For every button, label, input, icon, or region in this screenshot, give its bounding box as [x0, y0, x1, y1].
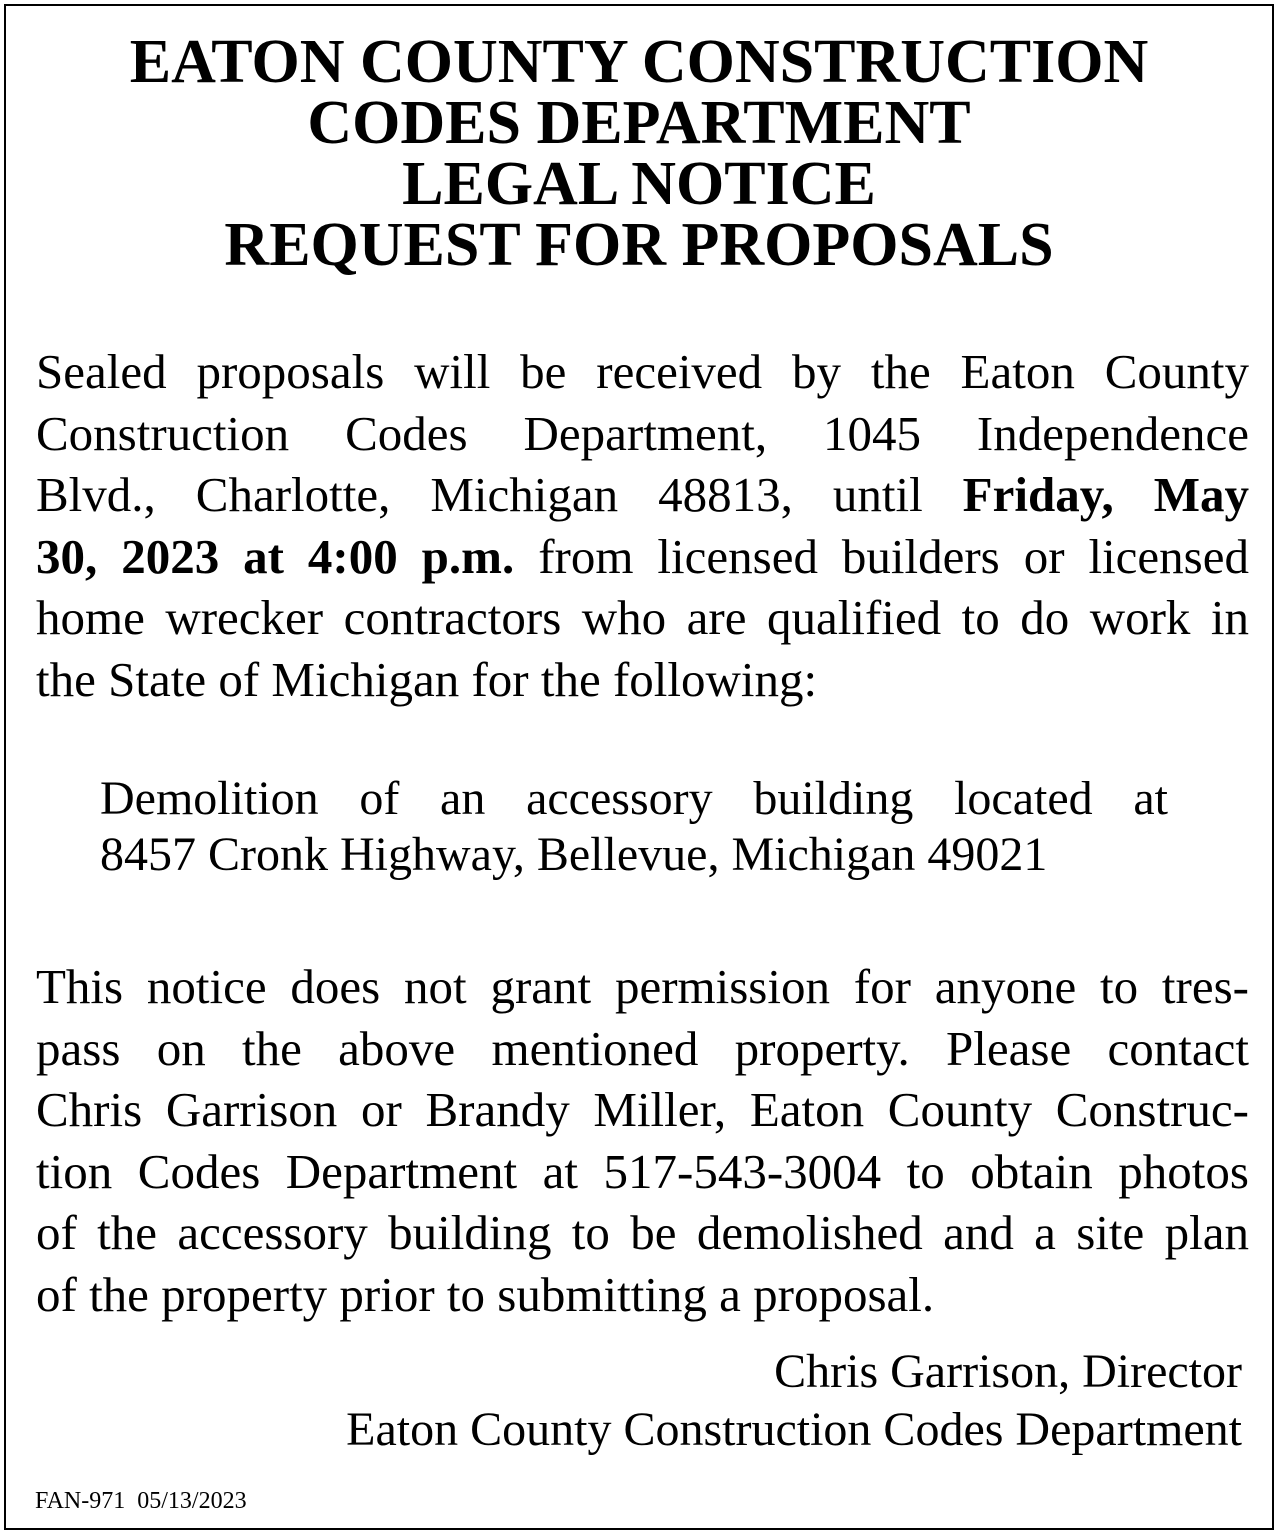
disclaimer-line-2: pass on the above mentioned property. Please contact	[36, 1020, 1249, 1076]
intro-line-3-text: Blvd., Charlotte, Michigan 48813, until	[36, 467, 923, 522]
heading-line-2: CODES DEPARTMENT	[307, 89, 971, 157]
deadline-day: Friday, May	[962, 467, 1249, 522]
work-item-line-2: 8457 Cronk Highway, Bellevue, Michigan 49021	[100, 828, 1048, 881]
intro-line-4-text: from licensed builders or licensed	[538, 528, 1250, 584]
heading-line-1: EATON COUNTY CONSTRUCTION	[129, 28, 1149, 96]
intro-line-3	[36, 464, 1249, 526]
notice-heading	[6, 28, 1272, 279]
intro-line-1: Sealed proposals will be received by the Eaton County	[36, 344, 1249, 399]
legal-notice	[4, 4, 1274, 1530]
heading-line-3: LEGAL NOTICE	[402, 150, 876, 218]
work-item-line-1: Demolition of an accessory building located at	[100, 772, 1168, 825]
disclaimer-line-4: tion Codes Department at 517-543-3004 to obtain photos	[36, 1143, 1249, 1199]
signer-name-title: Chris Garrison, Director	[774, 1345, 1242, 1398]
intro-paragraph	[36, 341, 1249, 710]
disclaimer-line-1: This notice does not grant permission for anyone to tres-	[36, 959, 1249, 1014]
disclaimer-paragraph	[36, 956, 1249, 1325]
publication-date: 05/13/2023	[137, 1488, 247, 1514]
ad-id: FAN-971	[35, 1488, 126, 1514]
intro-line-2: Construction Codes Department, 1045 Independence	[36, 405, 1249, 461]
footer-ad-code	[35, 1486, 247, 1516]
intro-line-6: the State of Michigan for the following:	[36, 651, 818, 707]
disclaimer-line-3: Chris Garrison or Brandy Miller, Eaton County Construc-	[36, 1082, 1249, 1137]
signature-block	[346, 1343, 1242, 1459]
disclaimer-line-5: of the accessory building to be demolished and a site plan	[36, 1205, 1249, 1260]
disclaimer-line-6: of the property prior to submitting a proposal.	[36, 1266, 935, 1322]
intro-line-4	[36, 526, 1249, 588]
deadline-date-time: 30, 2023 at 4:00 p.m.	[36, 528, 515, 584]
work-item	[100, 771, 1168, 883]
intro-line-5: home wrecker contractors who are qualified to do work in	[36, 590, 1249, 645]
signer-department: Eaton County Construction Codes Department	[346, 1403, 1242, 1456]
heading-line-4: REQUEST FOR PROPOSALS	[224, 211, 1054, 279]
